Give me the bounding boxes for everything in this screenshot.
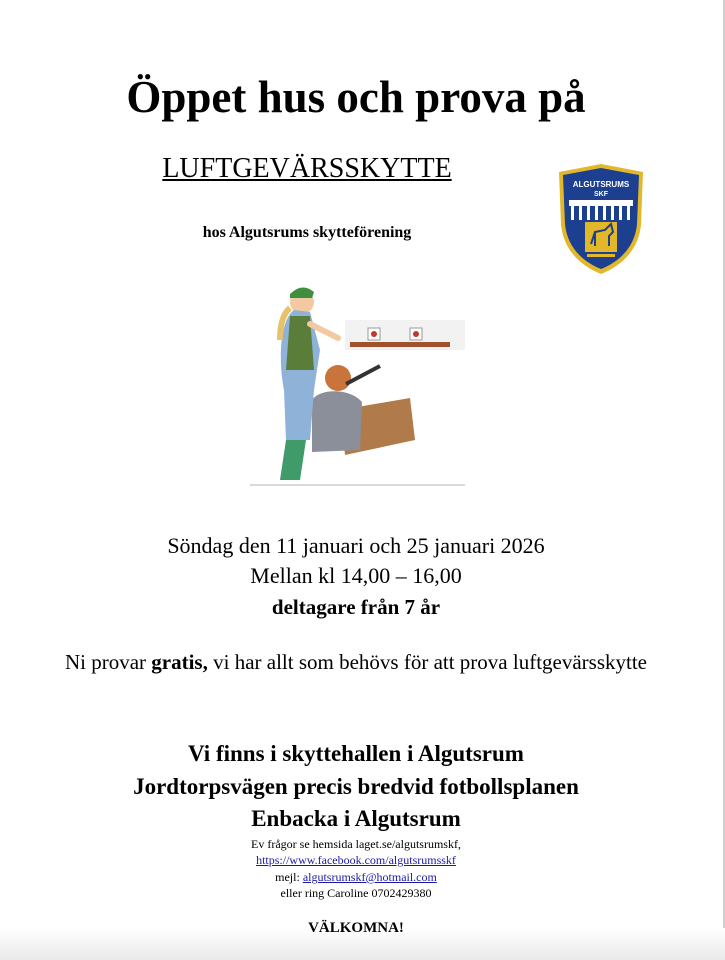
welcome-text: VÄLKOMNA! bbox=[308, 920, 404, 936]
info-website: Ev frågor se hemsida laget.se/algutsrumskf, bbox=[251, 837, 461, 851]
try-prefix: Ni provar bbox=[64, 650, 152, 674]
location-line-1: Vi finns i skyttehallen i Algutsrum bbox=[188, 741, 524, 766]
facebook-link[interactable]: https://www.facebook.com/algutsrumsskf bbox=[256, 853, 456, 867]
club-logo bbox=[555, 162, 647, 276]
info-mail bbox=[0, 869, 712, 885]
location-line-3: Enbacka i Algutsrum bbox=[251, 806, 461, 831]
info-facebook bbox=[0, 852, 712, 868]
age-line: deltagare från 7 år bbox=[271, 595, 441, 619]
free-trial-paragraph bbox=[40, 647, 672, 677]
info-phone: eller ring Caroline 0702429380 bbox=[280, 886, 432, 900]
poster-subtitle: LUFTGEVÄRSSKYTTE bbox=[162, 153, 452, 184]
try-free: gratis, bbox=[151, 650, 208, 674]
mail-prefix: mejl: bbox=[275, 870, 303, 884]
mail-link[interactable]: algutsrumskf@hotmail.com bbox=[302, 870, 437, 884]
date-line: Söndag den 11 januari och 25 januari 2026 bbox=[167, 533, 545, 558]
host-line: hos Algutsrums skytteförening bbox=[202, 224, 412, 241]
logo-text-bottom: SKF bbox=[594, 191, 608, 198]
location-line-2: Jordtorpsvägen precis bredvid fotbollsplanen bbox=[133, 774, 579, 799]
time-line: Mellan kl 14,00 – 16,00 bbox=[250, 563, 462, 588]
try-suffix: vi har allt som behövs för att prova luftgevärsskytte bbox=[207, 650, 648, 674]
poster-title: Öppet hus och prova på bbox=[126, 72, 586, 122]
logo-text-top: ALGUTSRUMS bbox=[572, 180, 630, 189]
shooting-illustration bbox=[250, 280, 465, 495]
